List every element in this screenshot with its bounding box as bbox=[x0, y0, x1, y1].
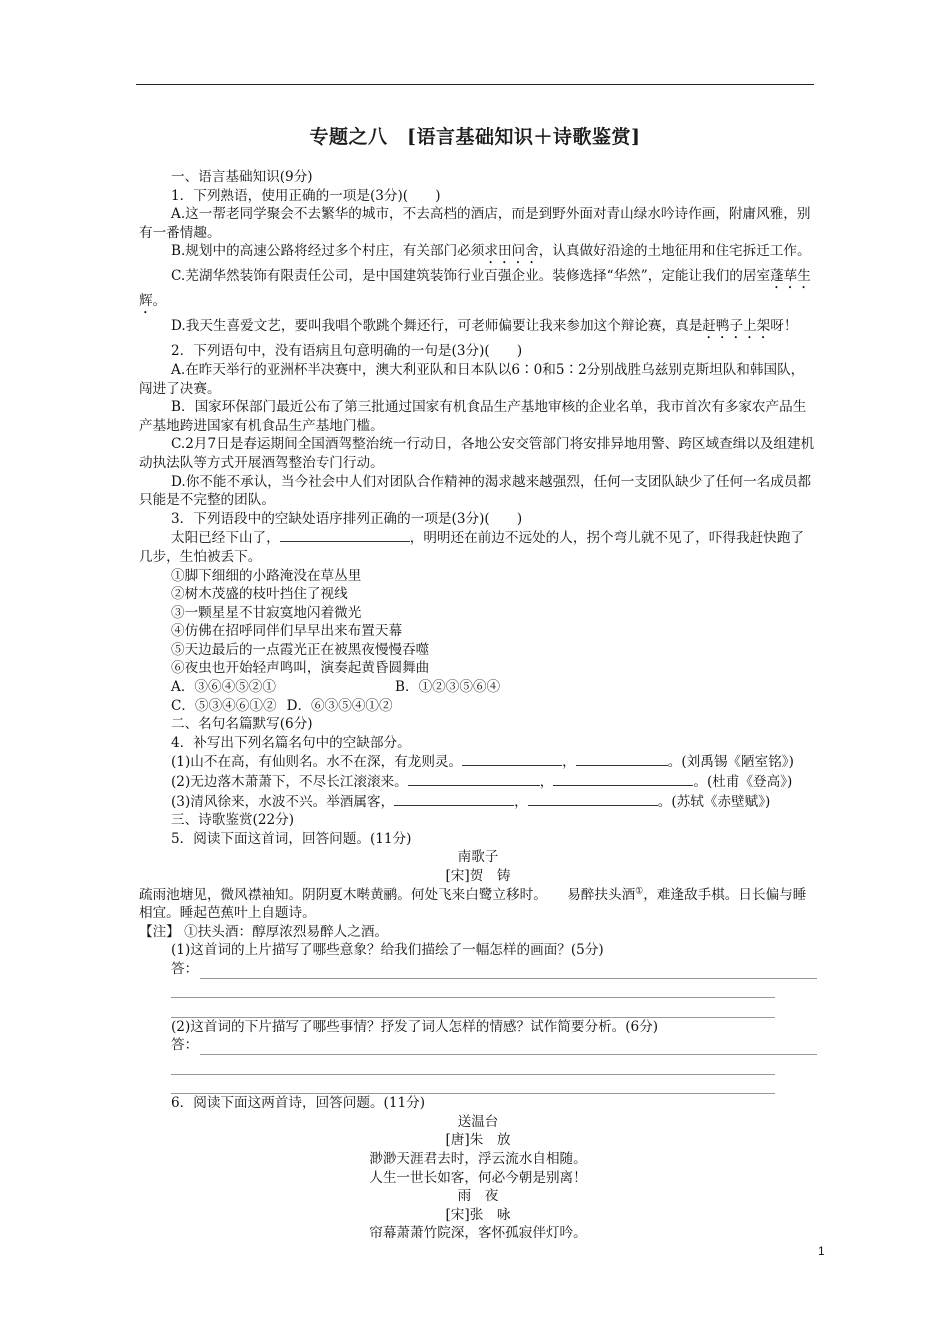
fill-blank bbox=[394, 792, 514, 806]
page-title: 专题之八 [语言基础知识＋诗歌鉴赏] bbox=[309, 126, 641, 148]
option-text: D.你不能不承认，当今社会中人们对团队合作精神的渴求越来越强烈，任何一支团队缺少了任何一名成员都只能是不完整的团队。 bbox=[139, 473, 812, 509]
page-number: 1 bbox=[818, 1244, 825, 1258]
poem-note: 【注】 ①扶头酒：醇厚浓烈易醉人之酒。 bbox=[139, 923, 389, 940]
list-item: ④仿佛在招呼同伴们早早出来布置天幕 bbox=[171, 623, 403, 640]
option-text: D.我天生喜爱文艺，要叫我唱个歌跳个舞还行，可老师偏要让我来参加这个辩论赛，真是赶鸭子上架呀！ bbox=[171, 318, 798, 335]
fill-blank bbox=[280, 528, 410, 542]
section-heading: 二、名句名篇默写(6分) bbox=[171, 716, 313, 733]
fill-blank bbox=[462, 752, 562, 766]
question-stem: 3．下列语段中的空缺处语序排列正确的一项是(3分)( ) bbox=[171, 510, 523, 527]
fill-blank bbox=[408, 772, 540, 786]
list-item: ③一颗星星不甘寂寞地闪着微光 bbox=[171, 604, 362, 621]
question-stem: 5．阅读下面这首词，回答问题。(11分) bbox=[171, 830, 412, 847]
answer-line[interactable] bbox=[171, 1055, 775, 1075]
option-d: D．⑥③⑤④①② bbox=[286, 697, 393, 714]
poem-author: [宋]贺 铸 bbox=[445, 868, 511, 884]
answer-label: 答： bbox=[171, 1037, 199, 1054]
answer-label: 答： bbox=[171, 960, 199, 977]
answer-line[interactable] bbox=[171, 979, 775, 999]
poem-title: 雨 夜 bbox=[457, 1188, 499, 1205]
section-heading: 三、诗歌鉴赏(22分) bbox=[171, 812, 295, 829]
option-text: A.这一帮老同学聚会不去繁华的城市，不去高档的酒店，而是到野外面对青山绿水吟诗作画，附庸风雅，别有一番情趣。 bbox=[139, 206, 811, 241]
fill-item: (1)山不在高，有仙则名。水不在深，有龙则灵。 ， 。(刘禹锡《陋室铭》) bbox=[171, 754, 794, 771]
poem-author: [唐]朱 放 bbox=[445, 1132, 511, 1149]
answer-line bbox=[200, 966, 817, 979]
option-text: C.2月7日是春运期间全国酒驾整治统一行动日，各地公安交管部门将安排异地用警、跨区域查缉以及组建机动执法队等方式开展酒驾整治专门行动。 bbox=[139, 436, 815, 471]
emphasized-idiom: 赶鸭子上架 bbox=[702, 318, 771, 335]
answer-options bbox=[139, 697, 817, 716]
sub-question: (2)这首词的下片描写了哪些事情？抒发了词人怎样的情感？试作简要分析。(6分) bbox=[171, 1018, 659, 1035]
option-a: A．③⑥④⑤②① bbox=[171, 679, 276, 696]
answer-line bbox=[200, 1042, 817, 1055]
poem-line: 渺渺天涯君去时，浮云流水自相随。 bbox=[369, 1150, 587, 1167]
poem-line: 人生一世长如客，何必今朝是别离！ bbox=[369, 1169, 587, 1186]
answer-field[interactable] bbox=[139, 1036, 817, 1055]
answer-field[interactable] bbox=[139, 960, 817, 979]
fill-item: (3)清风徐来，水波不兴。举酒属客， ， 。(苏轼《赤壁赋》) bbox=[171, 793, 771, 810]
poem-title: 送温台 bbox=[457, 1113, 499, 1130]
footnote-mark: ① bbox=[635, 886, 644, 897]
option-b: B．①②③⑤⑥④ bbox=[395, 679, 501, 696]
answer-options bbox=[139, 678, 817, 697]
poem-title: 南歌子 bbox=[457, 849, 499, 866]
option-text: A.在昨天举行的亚洲杯半决赛中，澳大利亚队和日本队以6∶0和5∶2分别战胜乌兹别克斯坦队和韩国队，闯进了决赛。 bbox=[139, 361, 805, 397]
section-heading: 一、语言基础知识(9分) bbox=[171, 169, 313, 185]
emphasized-idiom: 蓬荜生辉 bbox=[139, 268, 811, 310]
passage-text: 太阳已经下山了， ，明明还在前边不远处的人，拐个弯儿就不见了，吓得我赶快跑了几步，生怕被丢下。 bbox=[139, 530, 804, 565]
question-stem: 2．下列语句中，没有语病且句意明确的一句是(3分)( ) bbox=[171, 343, 523, 360]
fill-blank bbox=[576, 752, 668, 766]
option-text: B.规划中的高速公路将经过多个村庄，有关部门必须求田问舍，认真做好沿途的土地征用和住宅拆迁工作。 bbox=[171, 243, 811, 260]
question-stem: 6．阅读下面这两首诗，回答问题。(11分) bbox=[171, 1095, 426, 1112]
option-c: C．⑤③④⑥①② bbox=[171, 697, 277, 714]
answer-line[interactable] bbox=[171, 1075, 775, 1095]
emphasized-idiom: 求田问舍 bbox=[484, 243, 539, 260]
question-stem: 4．补写出下列名篇名句中的空缺部分。 bbox=[171, 734, 411, 751]
option-text: C.芜湖华然装饰有限责任公司，是中国建筑装饰行业百强企业。装修选择“华然”，定能让我们的居室蓬荜生辉。 bbox=[139, 268, 811, 310]
document-body bbox=[139, 168, 817, 1243]
fill-blank bbox=[528, 792, 658, 806]
list-item: ⑥夜虫也开始轻声鸣叫，演奏起黄昏圆舞曲 bbox=[171, 660, 430, 677]
poem-author: [宋]张 咏 bbox=[445, 1206, 511, 1223]
question-stem: 1．下列熟语，使用正确的一项是(3分)( ) bbox=[171, 187, 441, 204]
header-rule bbox=[136, 84, 814, 85]
sub-question: (1)这首词的上片描写了哪些意象？给我们描绘了一幅怎样的画面？(5分) bbox=[171, 942, 604, 959]
list-item: ⑤天边最后的一点霞光正在被黑夜慢慢吞噬 bbox=[171, 641, 430, 658]
answer-line[interactable] bbox=[171, 998, 775, 1018]
list-item: ②树木茂盛的枝叶挡住了视线 bbox=[171, 586, 348, 603]
fill-item: (2)无边落木萧萧下，不尽长江滚滚来。 ， 。(杜甫《登高》) bbox=[171, 774, 793, 791]
poem-line: 帘幕萧萧竹院深，客怀孤寂伴灯吟。 bbox=[369, 1225, 587, 1242]
poem-text: 疏雨池塘见，微风襟袖知。阴阴夏木啭黄鹂。何处飞来白鹭立移时。 易醉扶头酒①，难逢敌手棋。日长偏与睡相宜。睡起芭蕉叶上自题诗。 bbox=[139, 886, 807, 922]
option-text: B．国家环保部门最近公布了第三批通过国家有机食品生产基地审核的企业名单，我市首次有多家农产品生产基地跨进国家有机食品生产基地门槛。 bbox=[139, 399, 807, 434]
fill-blank bbox=[553, 772, 693, 786]
list-item: ①脚下细细的小路淹没在草丛里 bbox=[171, 567, 362, 584]
